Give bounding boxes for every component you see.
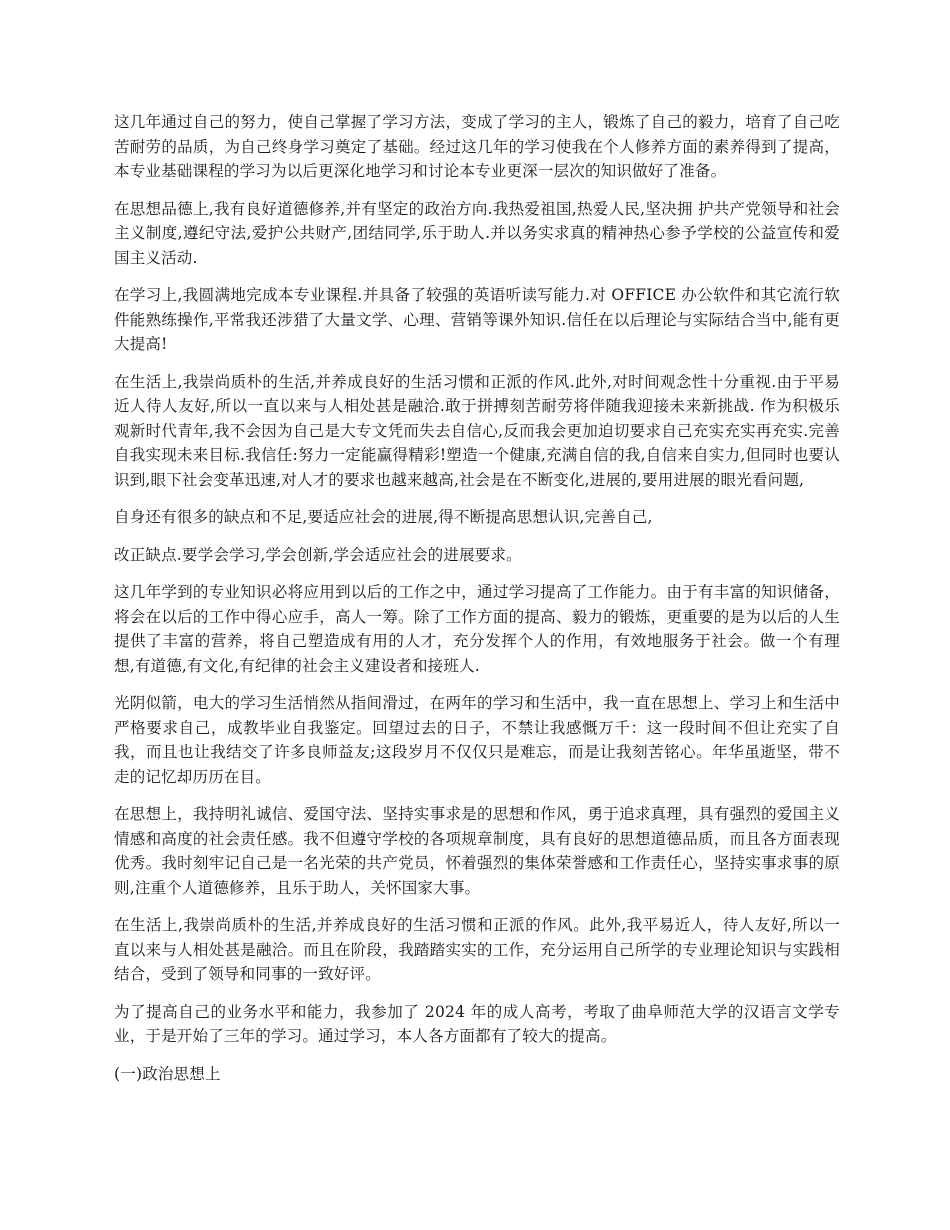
paragraph: 这几年通过自己的努力，使自己掌握了学习方法，变成了学习的主人，锻炼了自己的毅力，培育了自己吃苦耐劳的品质，为自己终身学习奠定了基础。经过这几年的学习使我在个人修养方面的素养得到了提高，本专业基础课程的学习为以后更深化地学习和讨论本专业更深一层次的知识做好了准备。 [114,113,840,180]
paragraph: 在学习上,我圆满地完成本专业课程.并具备了较强的英语听读写能力.对 OFFICE 办公软件和其它流行软件能熟练操作,平常我还涉猎了大量文学、心理、营销等课外知识.信任在以后理论与实际结合当中,能有更大提高! [114,286,840,353]
paragraph: 在生活上,我崇尚质朴的生活,并养成良好的生活习惯和正派的作风。此外,我平易近人，待人友好,所以一直以来与人相处甚是融洽。而且在阶段，我踏踏实实的工作，充分运用自己所学的专业理论知识与实践相结合，受到了领导和同事的一致好评。 [114,916,840,983]
section-heading: (一)政治思想上 [114,1064,221,1083]
paragraph: 在思想品德上,我有良好道德修养,并有坚定的政治方向.我热爱祖国,热爱人民,坚决拥 护共产党领导和社会主义制度,遵纪守法,爱护公共财产,团结同学,乐于助人.并以务实求真的精神热心参予学校的公益宣传和爱国主义活动. [114,199,840,267]
document-page [114,110,840,1099]
paragraph: 在思想上，我持明礼诚信、爱国守法、坚持实事求是的思想和作风，勇于追求真理，具有强烈的爱国主义情感和高度的社会责任感。我不但遵守学校的各项规章制度，具有良好的思想道德品质，而且各方面表现优秀。我时刻牢记自己是一名光荣的共产党员，怀着强烈的集体荣誉感和工作责任心，坚持实事求事的原则,注重个人道德修养，且乐于助人，关怀国家大事。 [114,805,840,897]
paragraph: 自身还有很多的缺点和不足,要适应社会的进展,得不断提高思想认识,完善自己, [114,508,653,526]
paragraph: 光阴似箭，电大的学习生活悄然从指间滑过，在两年的学习和生活中，我一直在思想上、学习上和生活中严格要求自己，成教毕业自我鉴定。回望过去的日子，不禁让我感慨万千：这一段时间不但让充实了自我，而且也让我结交了许多良师益友;这段岁月不仅仅只是难忘，而是让我刻苦铭心。年华虽逝坚，带不走的记忆却历历在目。 [114,694,840,786]
paragraph: 在生活上,我崇尚质朴的生活,并养成良好的生活习惯和正派的作风.此外,对时间观念性十分重视.由于平易近人待人友好,所以一直以来与人相处甚是融洽.敢于拼搏刻苦耐劳将伴随我迎接未来新挑战. 作为积极乐观新时代青年,我不会因为自己是大专文凭而失去自信心,反而我会更加迫切要求自己充实充实再充实.完善自我实现未来目标.我信任:努力一定能赢得精彩!塑造一个健康,充满自信的我,自信来自实力,但同时也要认识到,眼下社会变革迅速,对人才的要求也越来越高,社会是在不断变化,进展的,要用进展的眼光看问题, [114,372,840,489]
paragraph: 改正缺点.要学会学习,学会创新,学会适应社会的进展要求。 [114,545,522,564]
paragraph: 为了提高自己的业务水平和能力，我参加了 2024 年的成人高考，考取了曲阜师范大学的汉语言文学专业，于是开始了三年的学习。通过学习，本人各方面都有了较大的提高。 [114,1002,840,1045]
paragraph: 这几年学到的专业知识必将应用到以后的工作之中，通过学习提高了工作能力。由于有丰富的知识储备，将会在以后的工作中得心应手，高人一筹。除了工作方面的提高、毅力的锻炼，更重要的是为以后的人生提供了丰富的营养，将自己塑造成有用的人才，充分发挥个人的作用，有效地服务于社会。做一个有理想,有道德,有文化,有纪律的社会主义建设者和接班人. [114,583,840,675]
